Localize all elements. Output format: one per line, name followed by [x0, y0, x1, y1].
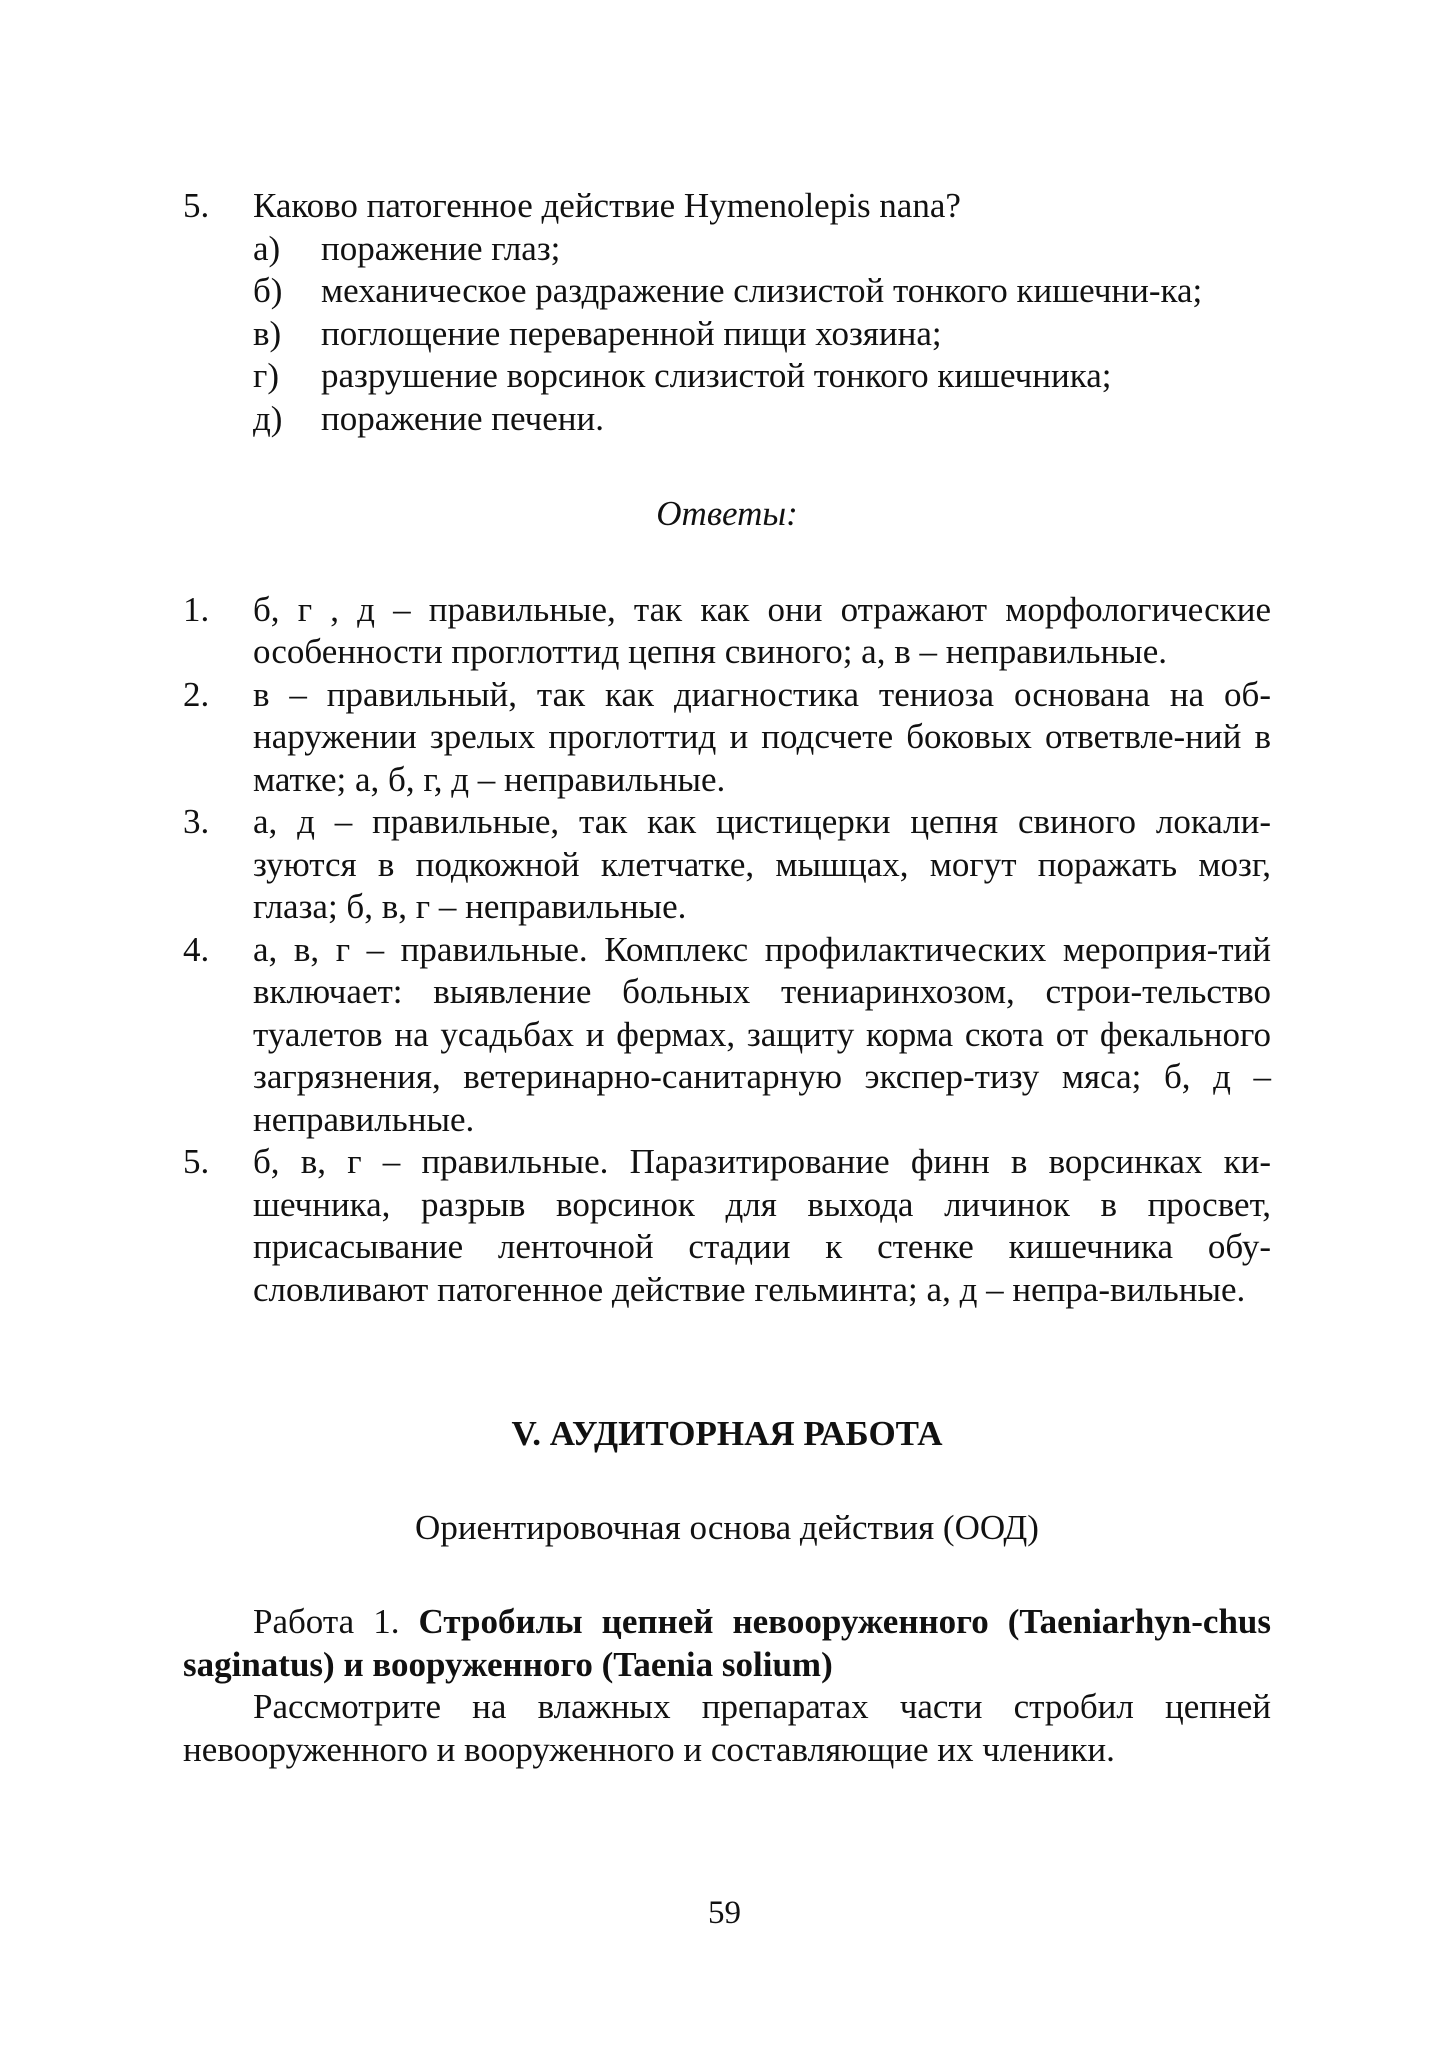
option-a [253, 228, 1271, 271]
option-b [253, 270, 1271, 313]
option-v [253, 313, 1271, 356]
option-letter: в) [253, 313, 282, 353]
option-letter: а) [253, 228, 281, 268]
question-text: Каково патогенное действие Hymenolepis nana? [253, 186, 961, 225]
answer-text: а, д – правильные, так как цистицерки цепня свиного локали-зуются в подкожной клетчатке, мышцах, могут поражать мозг, глаза; б, в, г – неправильные. [253, 802, 1271, 926]
answer-item [183, 674, 1271, 802]
answer-number: 2. [183, 674, 210, 714]
answers-list [183, 589, 1271, 1312]
option-g [253, 355, 1271, 398]
option-letter: б) [253, 271, 283, 310]
option-letter: д) [253, 398, 283, 438]
section-title: V. АУДИТОРНАЯ РАБОТА [511, 1414, 943, 1453]
option-d [253, 398, 1271, 441]
answer-number: 5. [183, 1142, 210, 1181]
question-number: 5. [183, 186, 210, 225]
work-label: Работа 1. [253, 1602, 400, 1641]
option-text: разрушение ворсинок слизистой тонкого кишечника; [321, 356, 1112, 395]
answer-text: б, в, г – правильные. Паразитирование финн в ворсинках ки-шечника, разрыв ворсинок для выхода личинок в просвет, присасывание ленточной стадии к стенке кишечника обу-словливают патогенное действие гельминта; а, д – непра-вильные. [253, 1142, 1271, 1309]
option-text: поражение глаз; [321, 228, 561, 268]
answer-number: 3. [183, 802, 210, 841]
answer-text: б, г , д – правильные, так как они отражают морфологические особенности проглоттид цепня свиного; а, в – неправильные. [253, 589, 1271, 671]
answer-text: в – правильный, так как диагностика тениоза основана на об-наружении зрелых проглоттид и подсчете боковых ответвле-ний в матке; а, б, г, д – неправильные. [253, 674, 1271, 799]
answers-heading: Ответы: [656, 494, 798, 533]
answer-number: 4. [183, 929, 210, 969]
answer-item [183, 1141, 1271, 1311]
work-title: Стробилы цепней невооруженного (Taeniarhyn-chus saginatus) и вооруженного (Taenia solium) [183, 1602, 1271, 1684]
option-text: поражение печени. [321, 398, 605, 438]
page-number: 59 [708, 1895, 741, 1931]
work-heading [183, 1601, 1271, 1686]
section-subtitle: Ориентировочная основа действия (ООД) [415, 1507, 1039, 1547]
answer-item [183, 589, 1271, 674]
answer-item [183, 801, 1271, 929]
page-content [183, 185, 1271, 1771]
option-text: механическое раздражение слизистой тонкого кишечни-ка; [321, 271, 1203, 310]
question-row [183, 185, 1271, 228]
answer-item [183, 929, 1271, 1142]
option-text: поглощение переваренной пищи хозяина; [321, 313, 942, 353]
answer-number: 1. [183, 589, 210, 629]
answer-text: а, в, г – правильные. Комплекс профилактических мероприя-тий включает: выявление больных тениаринхозом, строи-тельство туалетов на усадьбах и фермах, защиту корма скота от фекального загрязнения, ветеринарно-санитарную экспер-тизу мяса; б, д – неправильные. [253, 929, 1271, 1139]
test-question [183, 185, 1271, 440]
option-letter: г) [253, 356, 280, 395]
work-instructions: Рассмотрите на влажных препаратах части стробил цепней невооруженного и вооруженного и составляющие их членики. [183, 1687, 1271, 1769]
